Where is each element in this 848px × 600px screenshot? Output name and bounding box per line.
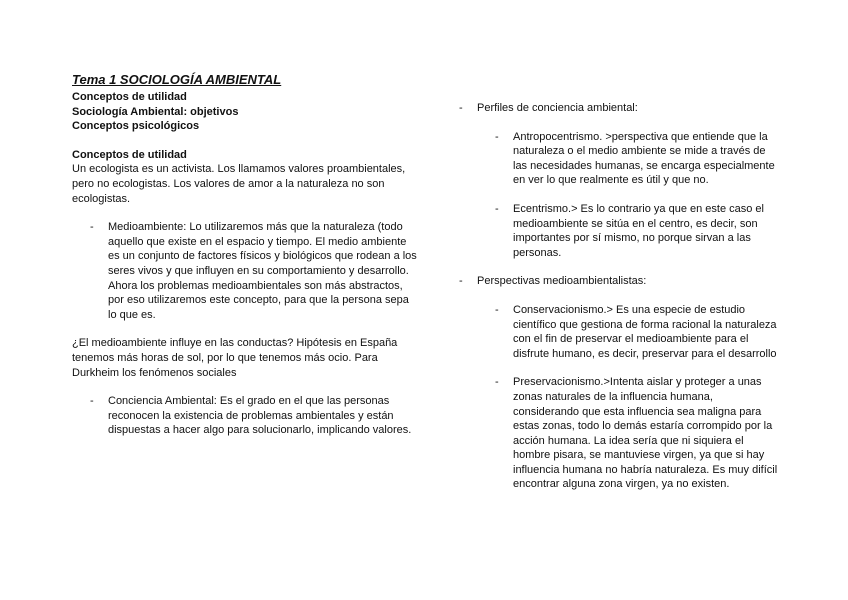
dash-bullet: -: [90, 221, 94, 234]
list-item-text: Antropocentrismo. >perspectiva que entiende que la naturaleza o el medio ambiente se mide a través de las necesidades humanas, se encarga especialmente en ver lo que realmente es útil y que no.: [513, 130, 775, 187]
dash-bullet: -: [495, 202, 499, 215]
list-item-text: Conservacionismo.> Es una especie de estudio científico que gestiona de forma racional la naturaleza con el fin de preservar el medioambiente para el disfrute humano, es decir, preservar para el desarrollo: [513, 303, 777, 360]
intro-paragraph: Un ecologista es un activista. Los llamamos valores proambientales, pero no ecologistas. Los valores de amor a la naturaleza no son ecologistas.: [72, 163, 406, 205]
list-item-text: Medioambiente: Lo utilizaremos más que la naturaleza (todo aquello que existe en el espacio y tiempo. El medio ambiente es un conjunto de factores físicos y biológicos que rodean a los seres vivos y que influyen en su comportamiento y desarrollo. Ahora los problemas medioambientales son más abstractos, por eso utilizaremos este concepto, para que la persona sepa lo que es.: [108, 221, 417, 321]
toc-item-1: Conceptos de utilidad: [72, 91, 187, 103]
dash-bullet: -: [459, 102, 463, 114]
list-item-medioambiente: [72, 220, 417, 322]
list-item-ecentrismo: [459, 202, 779, 260]
dash-bullet: -: [459, 275, 463, 288]
list-item-perspectivas: [459, 274, 779, 289]
question-paragraph: ¿El medioambiente influye en las conductas? Hipótesis en España tenemos más horas de sol, por lo que tenemos más ocio. Para Durkheim los fenómenos sociales: [72, 337, 398, 379]
section-heading: Conceptos de utilidad: [72, 148, 187, 161]
list-item-antropocentrismo: [459, 130, 779, 188]
page-title: Tema 1 SOCIOLOGÍA AMBIENTAL: [72, 72, 282, 87]
dash-bullet: -: [495, 130, 499, 143]
list-item-perfiles: [459, 101, 779, 116]
list-item-conservacionismo: [459, 303, 779, 361]
toc-item-2: Sociología Ambiental: objetivos: [72, 105, 239, 118]
list-item-text: Perspectivas medioambientalistas:: [477, 275, 647, 288]
list-item-conciencia: [72, 394, 417, 438]
list-item-text: Preservacionismo.>Intenta aislar y proteger a unas zonas naturales de la influencia humana, considerando que esta influencia sea maligna para estas zonas, todo lo demás estaría corrompido por la acción humana. La idea sería que ni siquiera el hombre pisara, se mantuviese virgen, ya que si hay influencia humana no habría naturaleza. Es muy difícil encontrar alguna zona virgen, ya no existen.: [513, 376, 778, 491]
list-item-text: Ecentrismo.> Es lo contrario ya que en este caso el medioambiente se sitúa en el centro, es decir, son importantes por sí mismo, no porque sirvan a las personas.: [513, 202, 764, 259]
toc-item-3: Conceptos psicológicos: [72, 120, 200, 133]
right-column: [459, 101, 779, 492]
list-item-text: Perfiles de conciencia ambiental:: [477, 102, 638, 114]
list-item-preservacionismo: [459, 375, 779, 492]
dash-bullet: -: [495, 376, 499, 389]
dash-bullet: -: [495, 303, 499, 316]
dash-bullet: -: [90, 395, 94, 408]
list-item-text: Conciencia Ambiental: Es el grado en el que las personas reconocen la existencia de problemas ambientales y están dispuestas a hacer algo para solucionarlo, implicando valores.: [108, 395, 412, 437]
left-column: [72, 72, 417, 438]
